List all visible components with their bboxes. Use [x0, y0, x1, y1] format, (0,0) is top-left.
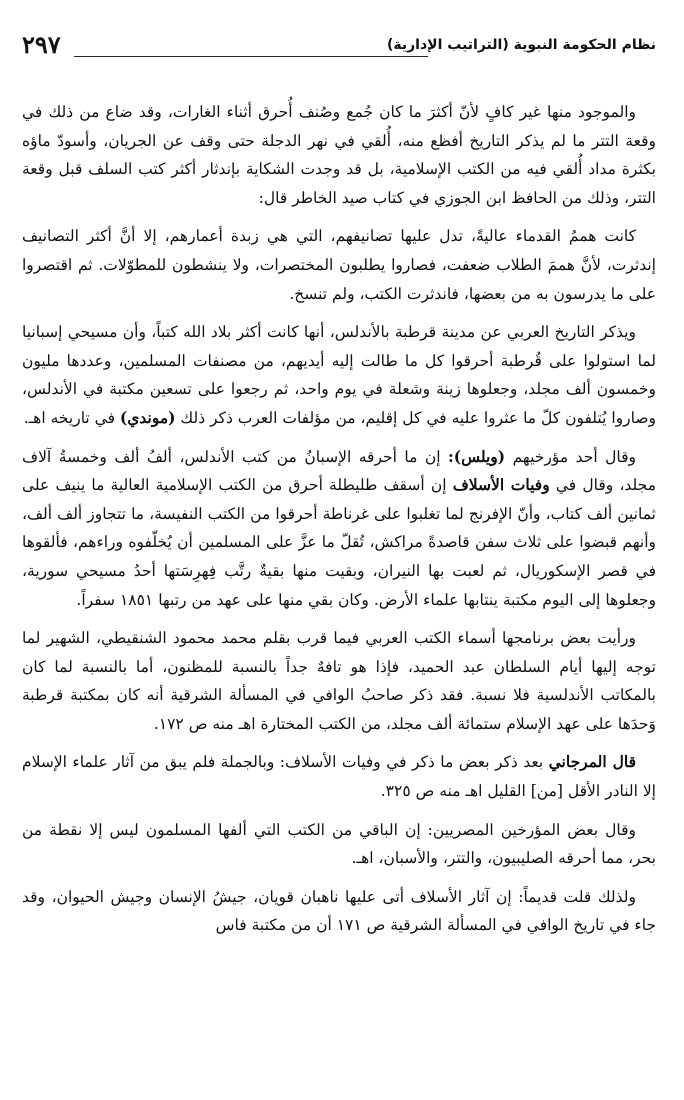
- paragraph: [22, 98, 656, 212]
- running-title: نظام الحكومة النبوية (التراتيب الإدارية): [386, 37, 656, 53]
- body-text: [22, 98, 656, 940]
- text-run: كانت هممُ القدماء عاليةً، تدل عليها تصانيفهم، التي هي زبدة أعمارهم، إلا أنَّ أكثر التصانيف إندثرت، لأنَّ هممَ الطلاب ضعفت، فصاروا يطلبون المختصرات، ولا ينشطون للمطوّلات. ثم اقتصروا على ما يدرسون به من بعضها، فاندثرت الكتب، ولم تنسخ.: [22, 227, 656, 303]
- text-run: ويذكر التاريخ العربي عن مدينة قرطبة بالأندلس، أنها كانت أكثر بلاد الله كتباً، وأن مسيحي إسبانيا لما استولوا على قُرطبة أحرقوا كل ما طالت إليه أيديهم، من مصنفات المسلمين، وعددها مليون وخمسون ألف مجلد، وجعلوها زينة وشعلة في يوم واحد، ثم رجعوا على تسعين مكتبة في الأندلس، وصاروا يُتلفون كلّ ما عثروا عليه في كل إقليم، من مؤلفات العرب ذكر ذلك: [22, 323, 656, 427]
- header-rule: [74, 56, 428, 57]
- text-run: ولذلك قلت قديماً: إن آثار الأسلاف أتى عليها ناهبان قويان، جيشُ الإنسان وجيش الحيوان، وقد جاء في تاريخ الوافي في المسألة الشرقية ص ١٧١ أن من مكتبة فاس: [22, 887, 656, 935]
- text-run: إن ما أحرقه الإسبانُ من كتب الأندلس، ألفُ ألف وخمسةُ آلاف مجلد، وقال في: [22, 447, 656, 495]
- text-run: وقال بعض المؤرخين المصريين: إن الباقي من الكتب التي ألفها المسلمون ليس إلا نقطة من بحر، مما أحرقه الصليبيون، والتتر، والأسبان، اهـ.: [22, 820, 656, 868]
- paragraph: [22, 318, 656, 432]
- text-run: إن أسقف طليطلة أحرق من الكتب الإسلامية العالية ما ينيف على ثمانين ألف كتاب، وأنّ الإفرنج لما تغلبوا على غرناطة أحرقوا من الكتب النفيسة، ما تتجاوز ألف ألف، وأنهم قبضوا على ثلاث سفن قاصدةً مراكش، تُقلّ ما عزَّ على المسلمين أن يُخلّفوه وراءهم، فألقوها في قصر الإسكوريال، ثم لعبت بها النيران، وبقيت منها بقيةٌ رتَّب فِهرِسَتها أحدُ مسيحي سورية، وجعلوها إلى اليوم مكتبة ينتابها علماء الأرض. وكان بقي منها على عهد من رتبها ١٨٥١ سفراً.: [22, 476, 656, 609]
- bold-text-run: قال المرجاني: [548, 752, 636, 772]
- bold-text-run: (موندي): [119, 407, 176, 427]
- paragraph: [22, 222, 656, 308]
- paragraph: [22, 816, 656, 873]
- text-run: بعد ذكر بعض ما ذكر في وفيات الأسلاف: وبالجملة فلم يبق من آثار علماء الإسلام إلا النادر الأقل [من] القليل اهـ منه ص ٣٢٥.: [22, 753, 656, 801]
- text-run: وقال أحد مؤرخيهم: [505, 447, 636, 466]
- paragraph: [22, 624, 656, 738]
- paragraph: [22, 748, 656, 805]
- text-run: في تاريخه اهـ.: [23, 408, 120, 427]
- page-header: [22, 28, 656, 64]
- bold-text-run: وفيات الأسلاف: [452, 475, 550, 495]
- text-run: ورأيت بعض برنامجها أسماء الكتب العربي فيما قرب بقلم محمد محمود الشنقيطي، الشهير لما توجه إليها أيام السلطان عبد الحميد، فإذا هو تافهٌ جداً بالنسبة للمظنون، أما بالنسبة لما كان بالمكاتب الأندلسية فلا نسبة. فقد ذكر صاحبُ الوافي في المسألة الشرقية أنه كان بمكتبة قرطبة وَحدَها على عهد الإسلام ستمائة ألف مجلد، من الكتب المختارة اهـ منه ص ١٧٢.: [22, 629, 656, 733]
- paragraph: [22, 883, 656, 940]
- bold-text-run: (ويلس):: [448, 446, 506, 466]
- page: [22, 28, 656, 1088]
- paragraph: [22, 443, 656, 615]
- text-run: والموجود منها غير كافٍ لأنّ أكثرَ ما كان جُمع وصُنف أُحرق أثناء الغارات، وقد ضاع من ذلك في وقعة التتر ما لم يذكر التاريخ أفظع منه، أُلقي في نهر الدجلة حتى وقف عن الجريان، وأسودّ ماؤه بكثرة مداد أُلقي فيه من الكتب الإسلامية، بل قد وجدت الشكاية بإندثار أكثر كتب السلف قبل وقعة التتر، وذلك من الحافظ ابن الجوزي في كتاب صيد الخاطر قال:: [22, 103, 656, 207]
- page-number: ٢٩٧: [22, 30, 61, 59]
